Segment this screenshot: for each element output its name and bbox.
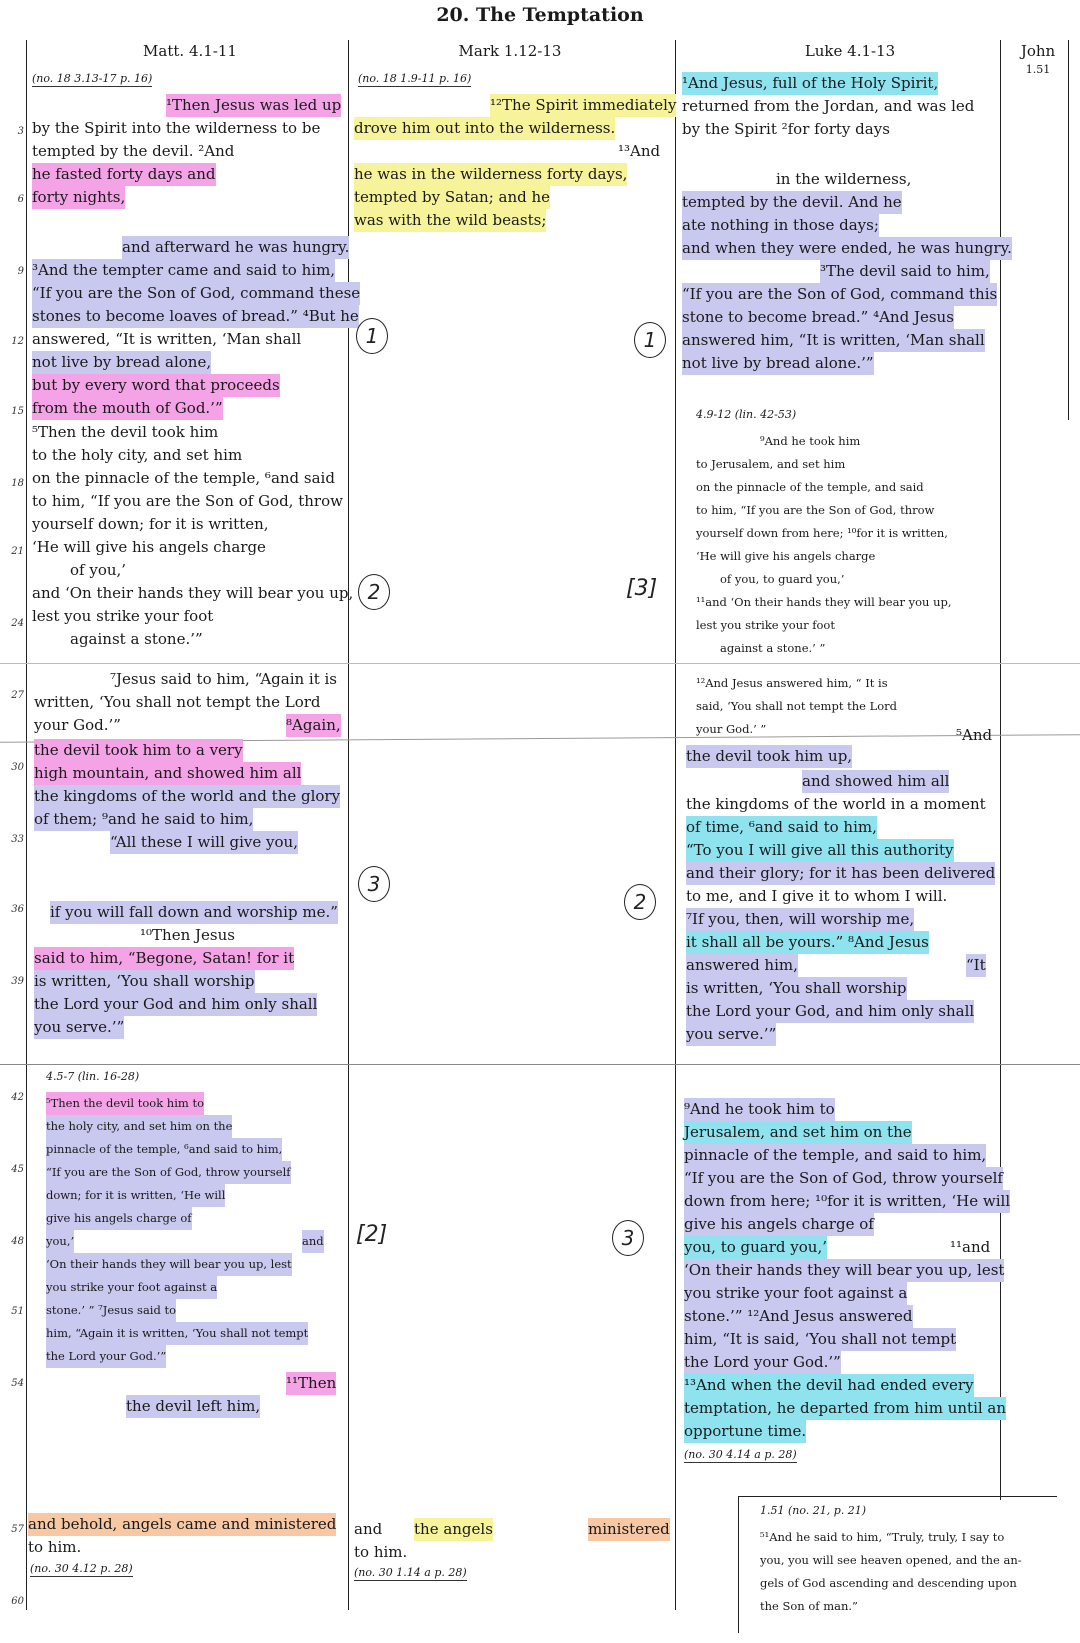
matt-line: and ‘On their hands they will bear you up, [32,584,354,602]
mark-line: he was in the wilderness forty days, [354,163,627,186]
matt-line: is written, ‘You shall worship [34,970,255,993]
luke-line: you strike your foot against a [684,1282,907,1305]
luke-inset-line: of you, to guard you,’ [720,572,845,586]
matt-inset-line: down; for it is written, ‘He will [46,1184,225,1207]
line-number: 21 [11,546,24,557]
mark-line: tempted by Satan; and he [354,186,550,209]
matt-line: “All these I will give you, [110,831,298,854]
luke-line: is written, ‘You shall worship [686,977,907,1000]
luke-line: pinnacle of the temple, and said to him, [684,1144,986,1167]
luke-line: down from here; ¹⁰for it is written, ‘He will [684,1190,1010,1213]
luke-line: of time, ⁶and said to him, [686,816,877,839]
mark-line: and [354,1520,383,1538]
luke-line: in the wilderness, [776,170,912,188]
matt-line: ⁸Again, [286,714,341,737]
line-number: 33 [11,834,24,845]
luke-line: and their glory; for it has been delivered [686,862,995,885]
line-number: 36 [11,904,24,915]
luke-line: the devil took him up, [686,745,852,768]
line-number: 12 [11,336,24,347]
john-inset-line: you, you will see heaven opened, and the an- [760,1553,1022,1567]
matt-inset-line: ⁵Then the devil took him to [46,1092,204,1115]
matt-line: answered, “It is written, ‘Man shall [32,330,302,348]
line-number: 60 [11,1596,24,1607]
line-number: 42 [11,1092,24,1103]
column-head-mark: Mark 1.12-13 [458,42,562,60]
line-number: 24 [11,618,24,629]
handwritten-mark: 2 [624,884,656,920]
luke-inset-line: against a stone.’ ” [720,641,826,655]
matt-line: tempted by the devil. ²And [32,142,235,160]
matt-line: yourself down; for it is written, [32,515,269,533]
luke-line: “It [966,954,986,977]
matt-line: ‘He will give his angels charge [32,538,266,556]
luke-line: the kingdoms of the world in a moment [686,795,986,813]
line-number: 18 [11,478,24,489]
luke-line: ⁵And [956,726,993,744]
matt-inset-line: the holy city, and set him on the [46,1115,232,1138]
luke-line: returned from the Jordan, and was led [682,97,975,115]
column-rule [1068,40,1069,420]
column-sub-john: 1.51 [1025,63,1051,76]
luke-line: “To you I will give all this authority [686,839,954,862]
handwritten-mark: [3] [626,576,658,601]
line-number: 45 [11,1164,24,1175]
luke-line: opportune time. [684,1420,806,1443]
luke-inset-line: ⁹And he took him [760,434,861,448]
line-number: 39 [11,976,24,987]
matt-line: ¹¹Then [286,1372,336,1395]
mark-line: to him. [354,1543,408,1561]
mark-line: ministered [588,1518,670,1541]
matt-inset-line: give his angels charge of [46,1207,192,1230]
matt-line: but by every word that proceeds [32,374,280,397]
page-seam [0,1064,1080,1065]
handwritten-mark: 3 [358,866,390,902]
matt-line: of you,’ [70,561,127,579]
luke-line: “If you are the Son of God, command this [682,283,997,306]
matt-line: on the pinnacle of the temple, ⁶and said [32,469,335,487]
luke-inset-line: to him, “If you are the Son of God, throw [696,503,935,517]
luke-line: the Lord your God, and him only shall [686,1000,974,1023]
handwritten-mark: 3 [612,1220,644,1256]
matt-line: the kingdoms of the world and the glory [34,785,340,808]
matt-line: you serve.’” [34,1016,124,1039]
luke-line: ³The devil said to him, [820,260,990,283]
matt-line: “If you are the Son of God, command these [32,282,360,305]
mark-line: was with the wild beasts; [354,209,546,232]
line-number: 30 [11,762,24,773]
luke-line: ‘On their hands they will bear you up, lest [684,1259,1004,1282]
luke-line: you serve.’” [686,1023,776,1046]
luke-line: answered him, [686,954,798,977]
matt-line: your God.’” [34,716,121,734]
matt-line: if you will fall down and worship me.” [50,901,338,924]
cross-reference: (no. 30 4.14 a p. 28) [684,1448,797,1461]
column-head-matt: Matt. 4.1-11 [143,42,237,60]
matt-inset-line: ‘On their hands they will bear you up, lest [46,1253,292,1276]
matt-line: to the holy city, and set him [32,446,243,464]
luke-line: and when they were ended, he was hungry. [682,237,1012,260]
matt-line: stones to become loaves of bread.” ⁴But he [32,305,359,328]
column-head-john: John [1020,42,1056,60]
luke-inset-line: said, ‘You shall not tempt the Lord [696,699,898,713]
handwritten-mark: 2 [358,574,390,610]
page-title: 20. The Temptation [436,4,644,26]
matt-inset-line: stone.’ ” ⁷Jesus said to [46,1299,176,1322]
line-number: 27 [11,690,24,701]
luke-line: it shall all be yours.” ⁸And Jesus [686,931,929,954]
luke-line: ⁷If you, then, will worship me, [686,908,914,931]
matt-inset-line: and [302,1230,324,1253]
matt-line: to him. [28,1538,82,1556]
luke-line: stone.’” ¹²And Jesus answered [684,1305,913,1328]
matt-line: by the Spirit into the wilderness to be [32,119,321,137]
line-number: 3 [17,126,24,137]
matt-inset-line: the Lord your God.’” [46,1345,166,1368]
column-rule [26,40,27,1610]
handwritten-mark: 1 [356,318,388,354]
luke-line: Jerusalem, and set him on the [684,1121,912,1144]
cross-reference: (no. 18 1.9-11 p. 16) [358,72,472,85]
line-number: 54 [11,1378,24,1389]
luke-line: ⁹And he took him to [684,1098,835,1121]
matt-inset-line: “If you are the Son of God, throw yourself [46,1161,291,1184]
handwritten-mark: 1 [634,322,666,358]
line-number: 57 [11,1524,24,1535]
luke-line: temptation, he departed from him until an [684,1397,1006,1420]
luke-line: ¹And Jesus, full of the Holy Spirit, [682,72,938,95]
matt-line: and behold, angels came and ministered [28,1513,336,1536]
matt-line: the devil left him, [126,1395,260,1418]
column-rule [348,40,349,1610]
matt-line: ¹Then Jesus was led up [166,94,341,117]
luke-line: tempted by the devil. And he [682,191,902,214]
matt-line: of them; ⁹and he said to him, [34,808,253,831]
matt-line: against a stone.’” [70,630,203,648]
matt-line: he fasted forty days and [32,163,216,186]
luke-inset-line: lest you strike your foot [696,618,835,632]
luke-inset-line: yourself down from here; ¹⁰for it is written, [696,526,948,540]
luke-line: the Lord your God.’” [684,1351,841,1374]
luke-line: ¹³And when the devil had ended every [684,1374,974,1397]
line-number: 48 [11,1236,24,1247]
handwritten-mark: [2] [356,1222,388,1247]
luke-line: answered him, “It is written, ‘Man shall [682,329,985,352]
matt-line: the devil took him to a very [34,739,243,762]
column-head-luke: Luke 4.1-13 [804,42,896,60]
mark-line: ¹²The Spirit immediately [490,94,676,117]
luke-line: to me, and I give it to whom I will. [686,887,948,905]
matt-inset-line: pinnacle of the temple, ⁶and said to him, [46,1138,282,1161]
matt-line: and afterward he was hungry. [122,236,349,259]
john-inset-line: gels of God ascending and descending upon [760,1576,1017,1590]
luke-inset-line: ¹¹and ‘On their hands they will bear you up, [696,595,952,609]
luke-inset-line: ‘He will give his angels charge [696,549,876,563]
mark-line: the angels [414,1518,493,1541]
luke-inset-line: ¹²And Jesus answered him, “ It is [696,676,888,690]
luke-line: not live by bread alone.’” [682,352,874,375]
luke-inset-line: on the pinnacle of the temple, and said [696,480,924,494]
matt-line: to him, “If you are the Son of God, throw [32,492,343,510]
matt-line: the Lord your God and him only shall [34,993,317,1016]
matt-line: written, ‘You shall not tempt the Lord [34,693,321,711]
matt-line: forty nights, [32,186,125,209]
matt-line: ³And the tempter came and said to him, [32,259,335,282]
luke-inset-line: your God.’ ” [696,722,767,736]
matt-inset-line: you,’ [46,1230,74,1253]
line-number: 15 [11,406,24,417]
column-rule [675,40,676,1610]
matt-line: not live by bread alone, [32,351,211,374]
mark-line: ¹³And [618,142,661,160]
cross-reference: (no. 30 4.12 p. 28) [30,1562,133,1575]
line-number: 6 [17,194,24,205]
matt-line: ⁵Then the devil took him [32,423,219,441]
luke-line: ate nothing in those days; [682,214,879,237]
matt-line: ⁷Jesus said to him, “Again it is [110,670,338,688]
cross-reference: (no. 18 3.13-17 p. 16) [32,72,153,85]
mark-line: drove him out into the wilderness. [354,117,615,140]
matt-line: said to him, “Begone, Satan! for it [34,947,294,970]
luke-line: ¹¹and [950,1238,991,1256]
luke-line: him, “It is said, ‘You shall not tempt [684,1328,956,1351]
cross-reference: 4.9-12 (lin. 42-53) [696,408,797,421]
luke-inset-line: to Jerusalem, and set him [696,457,846,471]
matt-line: high mountain, and showed him all [34,762,301,785]
john-inset-line: ⁵¹And he said to him, “Truly, truly, I say to [760,1530,1005,1544]
matt-line: lest you strike your foot [32,607,214,625]
matt-inset-line: him, “Again it is written, ‘You shall not tempt [46,1322,308,1345]
luke-line: by the Spirit ²for forty days [682,120,890,138]
john-inset-line: the Son of man.” [760,1599,858,1613]
luke-line: stone to become bread.” ⁴And Jesus [682,306,954,329]
matt-inset-line: you strike your foot against a [46,1276,217,1299]
line-number: 51 [11,1306,24,1317]
line-number: 9 [17,266,24,277]
luke-line: “If you are the Son of God, throw yourself [684,1167,1003,1190]
cross-reference: (no. 30 1.14 a p. 28) [354,1566,467,1579]
luke-line: you, to guard you,’ [684,1236,827,1259]
luke-line: and showed him all [802,770,949,793]
luke-line: give his angels charge of [684,1213,874,1236]
matt-line: ¹⁰Then Jesus [140,926,235,944]
matt-line: from the mouth of God.’” [32,397,223,420]
cross-reference: 1.51 (no. 21, p. 21) [760,1504,867,1517]
cross-reference: 4.5-7 (lin. 16-28) [46,1070,140,1083]
page-seam [0,663,1080,664]
